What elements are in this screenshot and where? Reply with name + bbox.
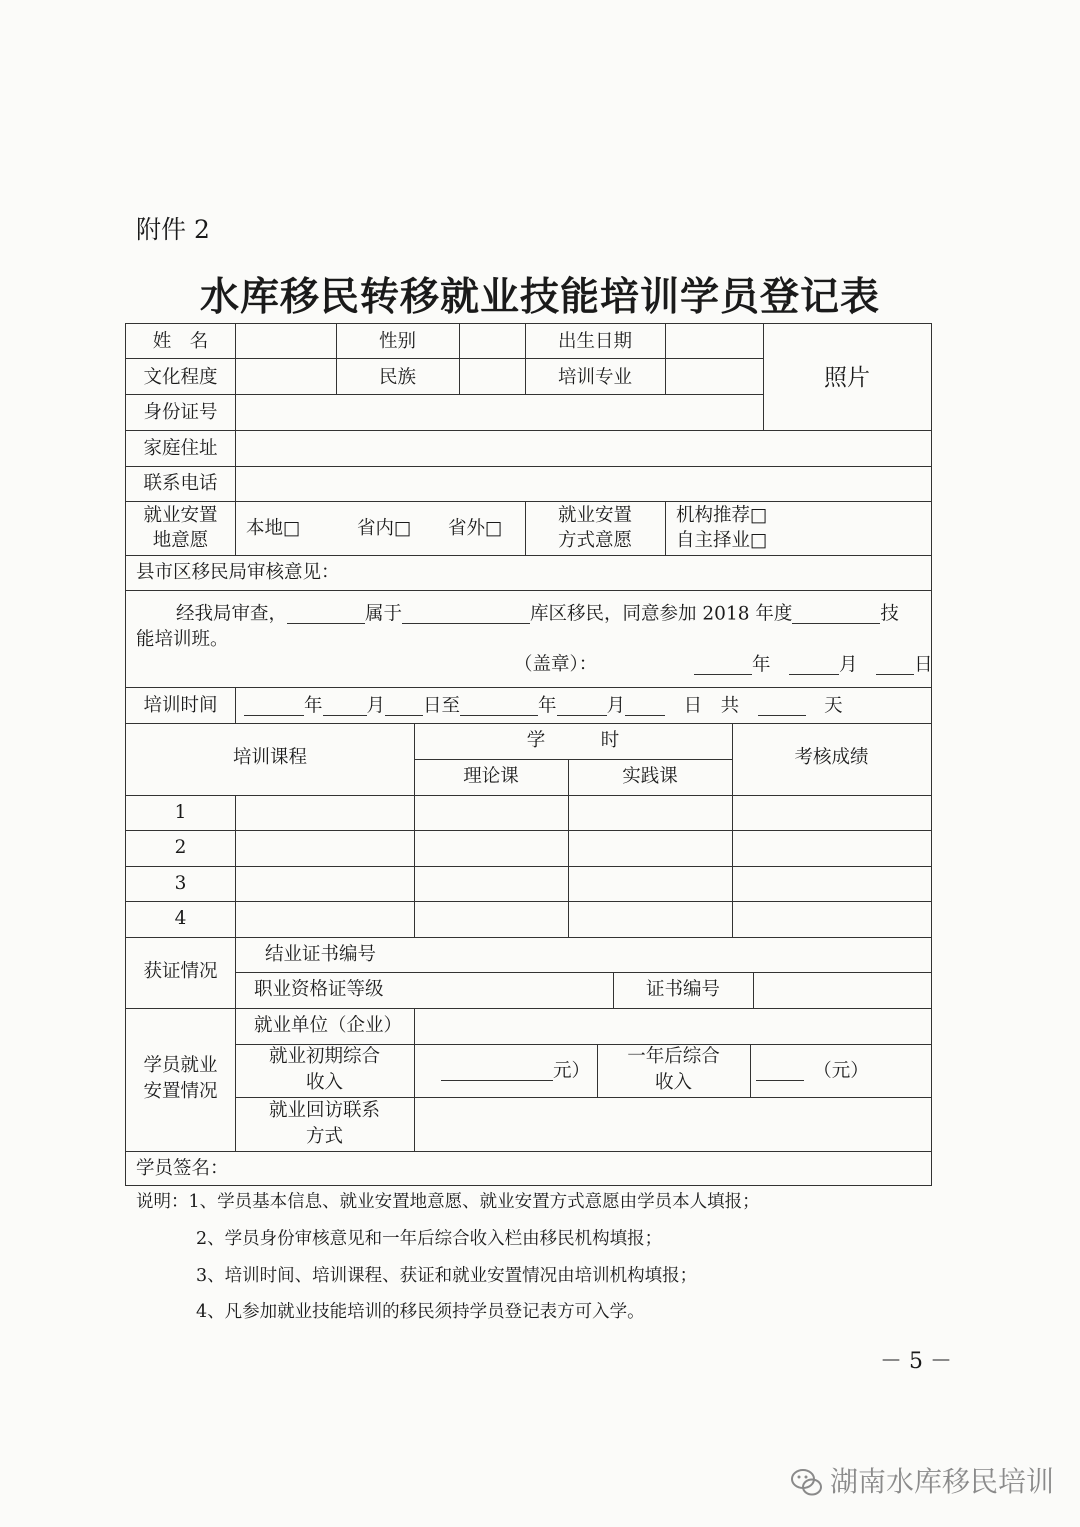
option-self[interactable]: 自主择业□ [676, 530, 768, 551]
month-label: 月 [839, 654, 858, 676]
blank-day[interactable] [876, 656, 914, 675]
days-label: 天 [824, 695, 843, 717]
id-number-label: 身份证号 [143, 402, 218, 423]
course-row-number: 4 [174, 908, 187, 929]
initial-income-label: 就业初期综合 [268, 1046, 380, 1067]
review-text-4: 技 [880, 603, 899, 625]
birth-date-label: 出生日期 [557, 331, 632, 352]
end-year-label: 年 [538, 695, 557, 717]
employment-label: 学员就业 [143, 1055, 218, 1076]
course-row-number: 2 [174, 837, 187, 858]
graduation-cert-label: 结业证书编号 [265, 944, 377, 965]
blank-end-month[interactable] [557, 697, 607, 716]
review-text-3: 库区移民，同意参加 2018 年度 [530, 603, 793, 625]
year-label: 年 [752, 654, 771, 676]
photo-label: 照片 [824, 365, 870, 391]
blank-start-year[interactable] [244, 697, 304, 716]
option-province[interactable]: 省内□ [357, 518, 412, 539]
blank-start-day[interactable] [385, 697, 423, 716]
blank-review-1[interactable] [287, 605, 365, 624]
placement-area-label: 就业安置 [143, 505, 218, 526]
course-row-number: 3 [174, 873, 187, 894]
address-label: 家庭住址 [143, 438, 218, 459]
training-time-range [244, 697, 843, 716]
watermark [790, 1460, 1054, 1500]
initial-income-label-line2: 收入 [305, 1072, 343, 1093]
followup-label: 就业回访联系 [268, 1100, 380, 1121]
watermark-text: 湖南水库移民培训 [830, 1465, 1055, 1498]
gender-label: 性别 [378, 331, 416, 352]
score-header: 考核成绩 [794, 747, 869, 768]
page-number: － 5 － [880, 1349, 952, 1374]
course-header: 培训课程 [232, 747, 307, 768]
ethnicity-label: 民族 [378, 367, 416, 388]
start-month-label: 月 [366, 695, 386, 717]
registration-form [125, 323, 932, 1186]
blank-year-income[interactable] [756, 1062, 804, 1081]
option-local[interactable]: 本地□ [246, 518, 301, 539]
training-time-label: 培训时间 [143, 695, 218, 716]
note-item: 4、凡参加就业技能培训的移民须持学员登记表方可入学。 [196, 1302, 645, 1322]
year-income-field [756, 1062, 869, 1081]
review-text-2: 属于 [365, 603, 403, 625]
blank-review-3[interactable] [792, 605, 880, 624]
placement-area-label-line2: 地意愿 [152, 530, 209, 551]
review-text-5: 能培训班。 [136, 629, 229, 650]
start-year-label: 年 [304, 695, 323, 717]
blank-end-year[interactable] [460, 697, 538, 716]
blank-initial-income[interactable] [441, 1062, 553, 1081]
blank-days[interactable] [758, 697, 806, 716]
name-label: 姓 名 [152, 331, 209, 352]
certificate-label: 获证情况 [143, 961, 218, 982]
blank-month[interactable] [789, 656, 839, 675]
seal-label: （盖章）： [514, 654, 598, 675]
placement-mode-label: 就业安置 [557, 505, 632, 526]
practice-header: 实践课 [622, 766, 678, 787]
day-label: 日 [914, 654, 933, 676]
review-text [176, 605, 899, 624]
qualification-label: 职业资格证等级 [254, 979, 384, 1000]
blank-review-2[interactable] [402, 605, 530, 624]
review-date [694, 656, 933, 675]
to-label: 日至 [423, 695, 461, 717]
employer-label: 就业单位（企业） [254, 1015, 403, 1036]
followup-label-line2: 方式 [305, 1126, 343, 1147]
education-label: 文化程度 [143, 367, 218, 388]
course-row-number: 1 [174, 802, 187, 823]
year-income-label-line2: 收入 [654, 1072, 692, 1093]
placement-mode-label-line2: 方式意愿 [557, 530, 632, 551]
attachment-label: 附件 2 [136, 215, 210, 244]
review-text-1: 经我局审查， [176, 603, 288, 625]
blank-end-day[interactable] [625, 697, 665, 716]
review-label: 县市区移民局审核意见： [136, 562, 340, 583]
signature-label: 学员签名： [136, 1158, 229, 1179]
option-outside[interactable]: 省外□ [448, 518, 503, 539]
yuan-label: 元） [553, 1060, 591, 1082]
cert-number-label: 证书编号 [645, 979, 720, 1000]
hours-header: 学 时 [526, 730, 620, 751]
initial-income-field [441, 1062, 590, 1081]
year-income-label: 一年后综合 [627, 1046, 720, 1067]
phone-label: 联系电话 [143, 473, 218, 494]
end-month-label: 月 [606, 695, 626, 717]
theory-header: 理论课 [463, 766, 519, 787]
yuan-paren-label: （元） [822, 1060, 869, 1082]
note-item: 3、培训时间、培训课程、获证和就业安置情况由培训机构填报； [196, 1266, 698, 1286]
blank-year[interactable] [694, 656, 752, 675]
note-item: 2、学员身份审核意见和一年后综合收入栏由移民机构填报； [196, 1229, 663, 1249]
wechat-icon [790, 1466, 824, 1500]
major-label: 培训专业 [557, 367, 632, 388]
blank-start-month[interactable] [323, 697, 367, 716]
option-agency[interactable]: 机构推荐□ [676, 505, 768, 526]
note-item: 说明：1、学员基本信息、就业安置地意愿、就业安置方式意愿由学员本人填报； [136, 1192, 760, 1212]
form-title: 水库移民转移就业技能培训学员登记表 [199, 274, 880, 320]
total-label: 日 共 [683, 695, 740, 717]
employment-label-line2: 安置情况 [143, 1081, 218, 1102]
